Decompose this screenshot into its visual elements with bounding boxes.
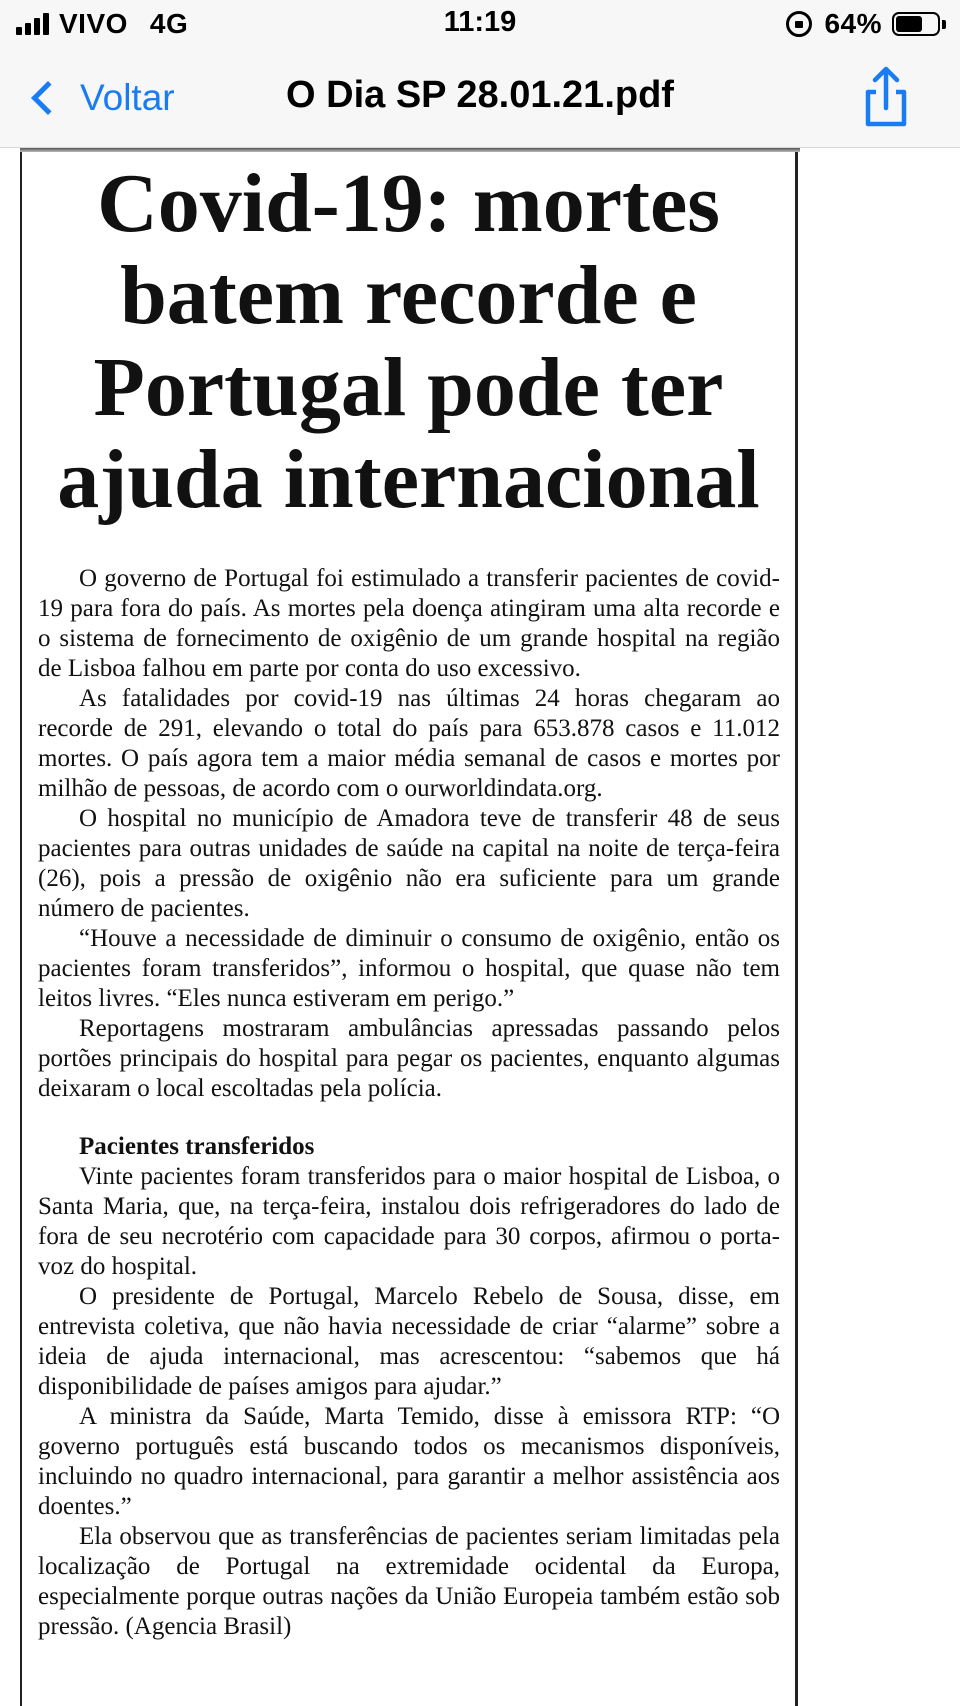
article-paragraph: “Houve a necessidade de diminuir o consumo de oxigênio, então os pacientes foram transferidos”, informou o hospital, que quase não tem leitos livres. “Eles nunca estiveram em perigo.” xyxy=(38,925,780,1012)
article-headline: Covid-19: mortes batem recorde e Portugal pode ter ajuda internacional xyxy=(57,157,760,526)
status-bar xyxy=(0,0,960,48)
article-paragraph: O presidente de Portugal, Marcelo Rebelo de Sousa, disse, em entrevista coletiva, que não havia necessidade de criar “alarme” sobre a ideia de ajuda internacional, mas acrescentou: “sabemos que há disponibilidade de países amigos para ajudar.” xyxy=(38,1283,780,1400)
battery-icon xyxy=(892,12,940,36)
article-body xyxy=(38,564,780,1642)
share-icon xyxy=(860,64,912,130)
battery-tip xyxy=(942,20,946,29)
pdf-viewer[interactable] xyxy=(0,148,960,1706)
status-right xyxy=(786,8,946,40)
article-paragraph: O governo de Portugal foi estimulado a transferir pacientes de covid-19 para fora do país. As mortes pela doença atingiram uma alta recorde e o sistema de fornecimento de oxigênio de um grande hospital na região de Lisboa falhou em parte por conta do uso excessivo. xyxy=(38,565,780,682)
article-paragraph: A ministra da Saúde, Marta Temido, disse à emissora RTP: “O governo português está buscando todos os mecanismos disponíveis, incluindo no quadro internacional, para garantir a melhor assistência aos doentes.” xyxy=(38,1403,780,1520)
battery-level-fill xyxy=(896,16,922,32)
article-paragraph: O hospital no município de Amadora teve de transferir 48 de seus pacientes para outras unidades de saúde na capital na noite de terça-feira (26), pois a pressão de oxigênio não era suficiente para um grande número de pacientes. xyxy=(38,805,780,922)
page-top-shadow xyxy=(20,148,800,152)
article-paragraph: Vinte pacientes foram transferidos para o maior hospital de Lisboa, o Santa Maria, que, na terça-feira, instalou dois refrigeradores do lado de fora de seu necrotério com capacidade para 30 corpos, afirmou o porta-voz do hospital. xyxy=(38,1163,780,1280)
article-paragraph: As fatalidades por covid-19 nas últimas 24 horas chegaram ao recorde de 291, elevando o total do país para 653.878 casos e 11.012 mortes. O país agora tem a maior média semanal de casos e mortes por milhão de pessoas, de acordo com o ourworldindata.org. xyxy=(38,685,780,802)
article-paragraph: Reportagens mostraram ambulâncias apressadas passando pelos portões principais do hospital para pegar os pacientes, enquanto algumas deixaram o local escoltadas pela polícia. xyxy=(38,1015,780,1102)
pdf-page xyxy=(20,148,798,1706)
network-type: 4G xyxy=(149,8,189,39)
rotation-lock-icon xyxy=(786,11,812,37)
article-paragraph: Ela observou que as transferências de pacientes seriam limitadas pela localização de Portugal na extremidade ocidental da Europa, especialmente porque outras nações da União Europeia também estão sob pressão. (Agencia Brasil) xyxy=(38,1523,780,1640)
navigation-bar xyxy=(0,48,960,148)
status-time: 11:19 xyxy=(443,6,517,38)
battery-percent: 64% xyxy=(824,8,882,39)
carrier-name: VIVO xyxy=(59,8,128,39)
article-subheading: Pacientes transferidos xyxy=(79,1133,315,1160)
back-button-label: Voltar xyxy=(80,77,175,118)
document-title: O Dia SP 28.01.21.pdf xyxy=(286,74,674,116)
share-button[interactable] xyxy=(860,64,912,130)
